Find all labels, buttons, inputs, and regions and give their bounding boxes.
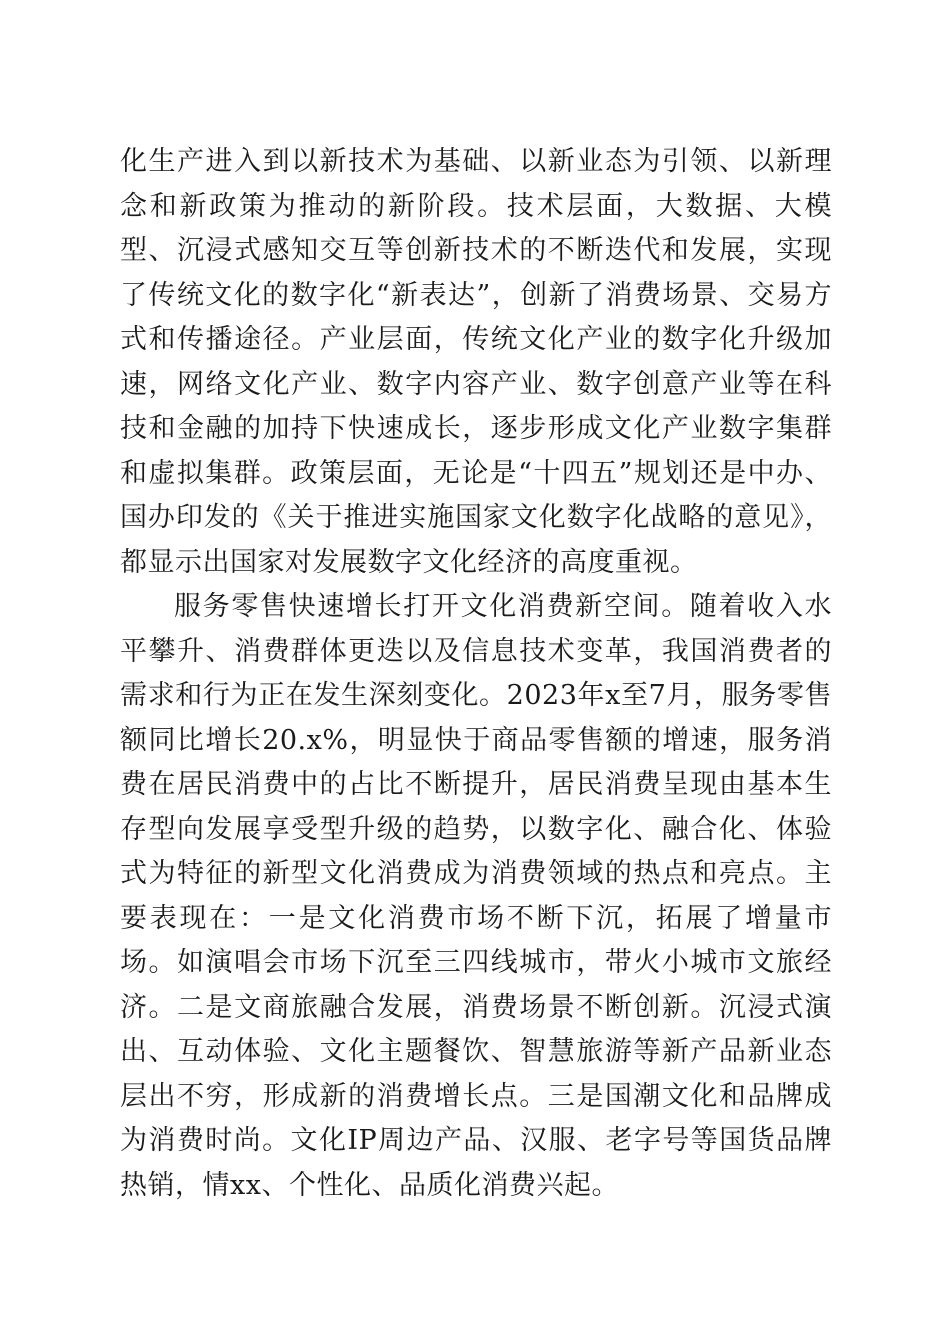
paragraph-continuation: 化生产进入到以新技术为基础、以新业态为引领、以新理念和新政策为推动的新阶段。技术层面，大数据、大模型、沉浸式感知交互等创新技术的不断迭代和发展，实现了传统文化的数字化“新表达”，创新了消费场景、交易方式和传播途径。产业层面，传统文化产业的数字化升级加速，网络文化产业、数字内容产业、数字创意产业等在科技和金融的加持下快速成长，逐步形成文化产业数字集群和虚拟集群。政策层面，无论是“十四五”规划还是中办、国办印发的《关于推进实施国家文化数字化战略的意见》，都显示出国家对发展数字文化经济的高度重视。 bbox=[120, 146, 832, 578]
document-body bbox=[120, 140, 832, 1208]
paragraph-service-retail: 服务零售快速增长打开文化消费新空间。随着收入水平攀升、消费群体更迭以及信息技术变革，我国消费者的需求和行为正在发生深刻变化。2023年x至7月，服务零售额同比增长20.x%，明显快于商品零售额的增速，服务消费在居民消费中的占比不断提升，居民消费呈现由基本生存型向发展享受型升级的趋势，以数字化、融合化、体验式为特征的新型文化消费成为消费领域的热点和亮点。主要表现在：一是文化消费市场不断下沉，拓展了增量市场。如演唱会市场下沉至三四线城市，带火小城市文旅经济。二是文商旅融合发展，消费场景不断创新。沉浸式演出、互动体验、文化主题餐饮、智慧旅游等新产品新业态层出不穷，形成新的消费增长点。三是国潮文化和品牌成为消费时尚。文化IP周边产品、汉服、老字号等国货品牌热销，情xx、个性化、品质化消费兴起。 bbox=[120, 591, 832, 1201]
